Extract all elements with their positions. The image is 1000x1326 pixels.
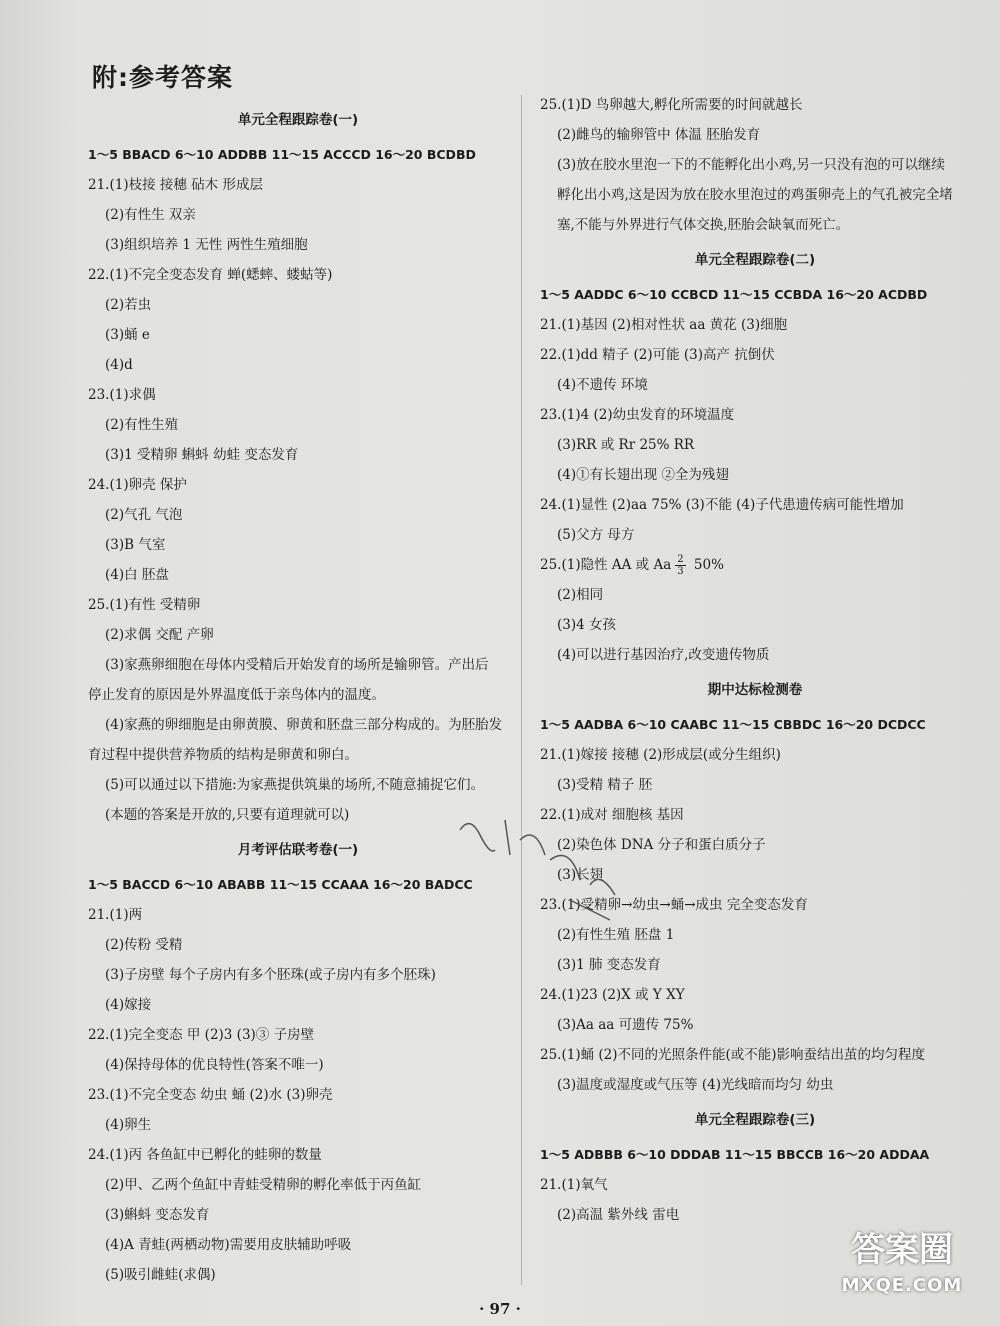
- fraction-denominator: 3: [677, 566, 684, 577]
- right-column: [540, 90, 970, 1230]
- answer-line: (4)d: [105, 357, 133, 373]
- answer-line: (2)气孔 气泡: [105, 507, 183, 523]
- answer-line: (4)可以进行基因治疗,改变遗传物质: [557, 647, 770, 663]
- watermark-logo: 答案圈: [851, 1230, 953, 1270]
- answer-line: (3)组织培养 1 无性 两性生殖细胞: [105, 237, 308, 253]
- answer-line: 21.(1)基因 (2)相对性状 aa 黄花 (3)细胞: [540, 317, 788, 333]
- answer-line: 22.(1)dd 精子 (2)可能 (3)高产 抗倒伏: [540, 347, 775, 363]
- answer-line: 育过程中提供营养物质的结构是卵黄和卵白。: [88, 747, 358, 763]
- answer-line: 22.(1)不完全变态发育 蝉(蟋蟀、蝼蛄等): [88, 267, 333, 283]
- answer-line: (3)B 气室: [105, 537, 166, 553]
- answer-line: (2)有性生 双亲: [105, 207, 196, 223]
- answer-line: 21.(1)氧气: [540, 1177, 608, 1193]
- left-column: [88, 100, 508, 1290]
- answer-line: 23.(1)受精卵→幼虫→蛹→成虫 完全变态发育: [540, 897, 808, 913]
- answer-line: (4)不遗传 环境: [557, 377, 648, 393]
- answer-line: 22.(1)成对 细胞核 基因: [540, 807, 684, 823]
- answer-line: (4)①有长翅出现 ②全为残翅: [557, 467, 729, 483]
- answer-line: 23.(1)4 (2)幼虫发育的环境温度: [540, 407, 735, 423]
- section-heading: 单元全程跟踪卷(三): [694, 1112, 816, 1128]
- answer-line: 塞,不能与外界进行气体交换,胚胎会缺氧而死亡。: [557, 217, 850, 233]
- answer-line: (2)相同: [557, 587, 604, 603]
- answer-line: (3)子房壁 每个子房内有多个胚珠(或子房内有多个胚珠): [105, 967, 436, 983]
- answer-line: (4)保持母体的优良特性(答案不唯一): [105, 1057, 324, 1073]
- answer-line: (2)有性生殖: [105, 417, 179, 433]
- answer-text: 25.(1)隐性 AA 或 Aa: [540, 557, 672, 573]
- answer-line: 22.(1)完全变态 甲 (2)3 (3)③ 子房壁: [88, 1027, 315, 1043]
- fraction-numerator: 2: [677, 554, 684, 565]
- answer-line: (本题的答案是开放的,只要有道理就可以): [105, 807, 350, 823]
- answer-line: (3)Aa aa 可遗传 75%: [557, 1017, 694, 1033]
- answer-line: 24.(1)卵壳 保护: [88, 477, 187, 493]
- answer-line: (3)4 女孩: [557, 617, 617, 633]
- site-watermark: [822, 1226, 982, 1316]
- choice-answers: 1～5 AADBA 6～10 CAABC 11～15 CBBDC 16～20 DCDCC: [540, 717, 926, 732]
- answer-line: 孵化出小鸡,这是因为放在胶水里泡过的鸡蛋卵壳上的气孔被完全堵: [557, 187, 953, 203]
- answer-line: (4)白 胚盘: [105, 567, 169, 583]
- answer-line: (3)家燕卵细胞在母体内受精后开始发育的场所是输卵管。产出后: [105, 657, 489, 673]
- answer-line: (5)父方 母方: [557, 527, 635, 543]
- answer-line: 23.(1)不完全变态 幼虫 蛹 (2)水 (3)卵壳: [88, 1087, 333, 1103]
- answer-line: 24.(1)显性 (2)aa 75% (3)不能 (4)子代患遗传病可能性增加: [540, 497, 904, 513]
- answer-line: (3)长翅: [557, 867, 604, 883]
- answer-line: (2)雌鸟的输卵管中 体温 胚胎发育: [557, 127, 761, 143]
- answer-text: 50%: [689, 557, 724, 573]
- answer-line: (3)1 肺 变态发育: [557, 957, 661, 973]
- answer-line: (4)嫁接: [105, 997, 152, 1013]
- answer-line: (3)RR 或 Rr 25% RR: [557, 437, 695, 453]
- page-number: · 97 ·: [479, 1300, 521, 1318]
- answer-line: (3)受精 精子 胚: [557, 777, 653, 793]
- answer-line: (2)甲、乙两个鱼缸中青蛙受精卵的孵化率低于丙鱼缸: [105, 1177, 422, 1193]
- answer-line: (4)A 青蛙(两栖动物)需要用皮肤辅助呼吸: [105, 1237, 352, 1253]
- answer-line: (3)温度或湿度或气压等 (4)光线暗而均匀 幼虫: [557, 1077, 834, 1093]
- column-divider: [521, 95, 522, 1285]
- answer-line: 21.(1)两: [88, 907, 143, 923]
- answer-line: 24.(1)丙 各鱼缸中已孵化的蛙卵的数量: [88, 1147, 322, 1163]
- answer-line: (2)有性生殖 胚盘 1: [557, 927, 675, 943]
- answer-line: 停止发育的原因是外界温度低于亲鸟体内的温度。: [88, 687, 385, 703]
- section-heading: 期中达标检测卷: [707, 682, 803, 698]
- choice-answers: 1～5 AADDC 6～10 CCBCD 11～15 CCBDA 16～20 ACDBD: [540, 287, 928, 302]
- answer-line: (2)高温 紫外线 雷电: [557, 1207, 680, 1223]
- answer-line: 24.(1)23 (2)X 或 Y XY: [540, 987, 685, 1003]
- answer-line: (2)染色体 DNA 分子和蛋白质分子: [557, 837, 766, 853]
- fraction: [675, 554, 685, 577]
- answer-line: (4)卵生: [105, 1117, 152, 1133]
- answer-line: 21.(1)枝接 接穗 砧木 形成层: [88, 177, 263, 193]
- answer-line: (5)可以通过以下措施:为家燕提供筑巢的场所,不随意捕捉它们。: [105, 777, 484, 793]
- answer-line: (3)放在胶水里泡一下的不能孵化出小鸡,另一只没有泡的可以继续: [557, 157, 945, 173]
- answer-line: (3)1 受精卵 蝌蚪 幼蛙 变态发育: [105, 447, 299, 463]
- answer-line: 21.(1)嫁接 接穗 (2)形成层(或分生组织): [540, 747, 781, 763]
- answer-line: (3)蛹 e: [105, 327, 150, 343]
- answer-line: [540, 550, 970, 580]
- answer-line: 25.(1)D 鸟卵越大,孵化所需要的时间就越长: [540, 97, 803, 113]
- section-heading: 月考评估联考卷(一): [237, 842, 359, 858]
- answer-line: 25.(1)有性 受精卵: [88, 597, 201, 613]
- answer-line: (3)蝌蚪 变态发育: [105, 1207, 210, 1223]
- choice-answers: 1～5 BBACD 6～10 ADDBB 11～15 ACCCD 16～20 BCDBD: [88, 147, 476, 162]
- answer-line: 23.(1)求偶: [88, 387, 156, 403]
- answer-line: 25.(1)蛹 (2)不同的光照条件能(或不能)影响蚕结出茧的均匀程度: [540, 1047, 926, 1063]
- choice-answers: 1～5 BACCD 6～10 ABABB 11～15 CCAAA 16～20 BADCC: [88, 877, 473, 892]
- answer-line: (2)若虫: [105, 297, 152, 313]
- choice-answers: 1～5 ADBBB 6～10 DDDAB 11～15 BBCCB 16～20 ADDAA: [540, 1147, 930, 1162]
- watermark-url: MXQE.COM: [841, 1275, 963, 1296]
- section-heading: 单元全程跟踪卷(二): [694, 252, 816, 268]
- section-heading: 单元全程跟踪卷(一): [237, 112, 359, 128]
- page-title: 附:参考答案: [92, 63, 233, 92]
- answer-line: (2)传粉 受精: [105, 937, 183, 953]
- answer-line: (2)求偶 交配 产卵: [105, 627, 214, 643]
- answer-line: (5)吸引雌蛙(求偶): [105, 1267, 216, 1283]
- answer-line: (4)家燕的卵细胞是由卵黄膜、卵黄和胚盘三部分构成的。为胚胎发: [105, 717, 503, 733]
